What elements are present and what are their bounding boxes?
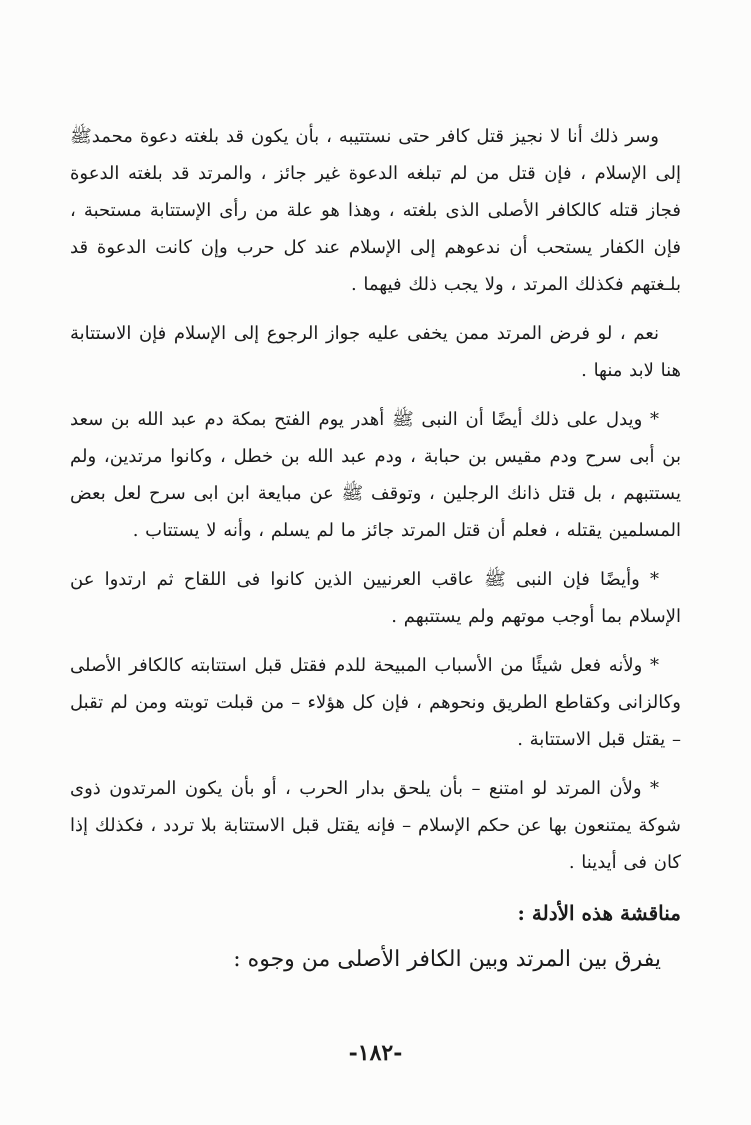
- paragraph-6: * ولأن المرتد لو امتنع – بأن يلحق بدار الحرب ، أو بأن يكون المرتدون ذوى شوكة يمتنعون بها عن حكم الإسلام – فإنه يقتل قبل الاستتابة بلا تردد ، فكذلك إذا كان فى أيدينا .: [70, 778, 681, 873]
- section-intro-line: يفرق بين المرتد وبين الكافر الأصلى من وجوه :: [233, 947, 661, 972]
- paragraph-1: وسر ذلك أنا لا نجيز قتل كافر حتى نستتيبه ، بأن يكون قد بلغته دعوة محمدﷺ إلى الإسلام ، فإن قتل من لم تبلغه الدعوة غير جائز ، والمرتد قد بلغته الدعوة فجاز قتله كالكافر الأصلى الذى بلغته ، وهذا هو علة من رأى الإستتابة مستحبة ، فإن الكفار يستحب أن ندعوهم إلى الإسلام عند كل حرب وإن كانت الدعوة قد بلـغتهم فكذلك المرتد ، ولا يجب ذلك فيهما .: [70, 126, 681, 295]
- page-number: -١٨٢-: [348, 1040, 403, 1066]
- paragraph-3: * ويدل على ذلك أيضًا أن النبى ﷺ أهدر يوم الفتح بمكة دم عبد الله بن سعد بن أبى سرح ودم مقيس بن حبابة ، ودم عبد الله بن خطل ، وكانوا مرتدين، ولم يستتبهم ، بل قتل ذانك الرجلين ، وتوقف ﷺ عن مبايعة ابن ابى سرح لعل بعض المسلمين يقتله ، فعلم أن قتل المرتد جائز ما لم يسلم ، وأنه لا يستتاب .: [70, 409, 681, 541]
- paragraph-2: نعم ، لو فرض المرتد ممن يخفى عليه جواز الرجوع إلى الإسلام فإن الاستتابة هنا لابد منها .: [70, 323, 681, 381]
- paragraph-4: * وأيضًا فإن النبى ﷺ عاقب العرنيين الذين كانوا فى اللقاح ثم ارتدوا عن الإسلام بما أوجب موتهم ولم يستتبهم .: [70, 569, 681, 627]
- section-heading: مناقشة هذه الأدلة :: [517, 901, 681, 925]
- paragraph-5: * ولأنه فعل شيئًا من الأسباب المبيحة للدم فقتل قبل استتابته كالكافر الأصلى وكالزانى وكقاطع الطريق ونحوهم ، فإن كل هؤلاء – من قبلت توبته ومن لم تقبل – يقتل قبل الاستتابة .: [70, 655, 681, 750]
- body-text: [70, 118, 681, 981]
